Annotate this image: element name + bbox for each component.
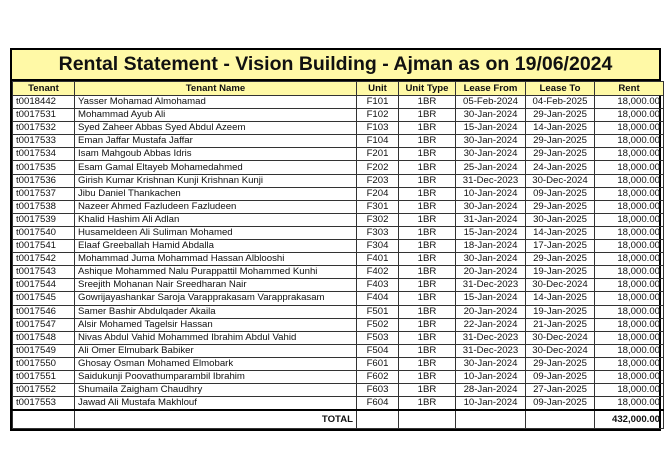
table-row — [13, 331, 664, 344]
tenant-id-cell: t0017543 — [13, 266, 75, 279]
rent-cell: 18,000.00 — [595, 384, 664, 397]
tenant-id-cell: t0017536 — [13, 174, 75, 187]
table-row — [13, 279, 664, 292]
unit-type-cell: 1BR — [399, 148, 456, 161]
total-spacer — [357, 410, 399, 429]
unit-type-cell: 1BR — [399, 357, 456, 370]
unit-cell: F203 — [357, 174, 399, 187]
rent-cell: 18,000.00 — [595, 200, 664, 213]
lease-from-cell: 30-Jan-2024 — [456, 135, 526, 148]
lease-from-cell: 31-Dec-2023 — [456, 331, 526, 344]
tenant-id-cell: t0017532 — [13, 122, 75, 135]
rent-cell: 18,000.00 — [595, 213, 664, 226]
table-row — [13, 318, 664, 331]
table-row — [13, 305, 664, 318]
tenant-name-cell: Ali Omer Elmubark Babiker — [75, 344, 357, 357]
rent-cell: 18,000.00 — [595, 253, 664, 266]
unit-type-cell: 1BR — [399, 305, 456, 318]
tenant-name-cell: Alsir Mohamed Tagelsir Hassan — [75, 318, 357, 331]
tenant-id-cell: t0017550 — [13, 357, 75, 370]
table-row — [13, 240, 664, 253]
lease-to-cell: 29-Jan-2025 — [526, 357, 595, 370]
tenant-name-cell: Ashique Mohammed Nalu Purappattil Mohammed Kunhi — [75, 266, 357, 279]
lease-to-cell: 19-Jan-2025 — [526, 305, 595, 318]
rent-cell: 18,000.00 — [595, 148, 664, 161]
lease-from-cell: 15-Jan-2024 — [456, 292, 526, 305]
rent-cell: 18,000.00 — [595, 266, 664, 279]
rent-cell: 18,000.00 — [595, 344, 664, 357]
table-row — [13, 253, 664, 266]
tenant-id-cell: t0017553 — [13, 397, 75, 411]
total-row — [13, 410, 664, 429]
table-row — [13, 135, 664, 148]
table-row — [13, 344, 664, 357]
unit-cell: F402 — [357, 266, 399, 279]
lease-from-cell: 15-Jan-2024 — [456, 226, 526, 239]
unit-cell: F103 — [357, 122, 399, 135]
tenant-name-cell: Husameldeen Ali Suliman Mohamed — [75, 226, 357, 239]
lease-from-cell: 30-Jan-2024 — [456, 253, 526, 266]
tenant-name-cell: Mohammad Ayub Ali — [75, 109, 357, 122]
table-row — [13, 122, 664, 135]
lease-from-cell: 15-Jan-2024 — [456, 122, 526, 135]
unit-type-cell: 1BR — [399, 397, 456, 411]
tenant-name-cell: Jibu Daniel Thankachen — [75, 187, 357, 200]
lease-from-cell: 30-Jan-2024 — [456, 148, 526, 161]
rent-cell: 18,000.00 — [595, 331, 664, 344]
tenant-id-cell: t0017538 — [13, 200, 75, 213]
lease-to-cell: 09-Jan-2025 — [526, 397, 595, 411]
unit-type-cell: 1BR — [399, 226, 456, 239]
lease-to-cell: 09-Jan-2025 — [526, 187, 595, 200]
rent-cell: 18,000.00 — [595, 370, 664, 383]
tenant-name-cell: Isam Mahgoub Abbas Idris — [75, 148, 357, 161]
lease-from-cell: 31-Dec-2023 — [456, 279, 526, 292]
header-unit-type: Unit Type — [399, 82, 456, 96]
unit-type-cell: 1BR — [399, 174, 456, 187]
lease-to-cell: 29-Jan-2025 — [526, 135, 595, 148]
lease-from-cell: 20-Jan-2024 — [456, 266, 526, 279]
lease-from-cell: 30-Jan-2024 — [456, 109, 526, 122]
unit-cell: F503 — [357, 331, 399, 344]
unit-cell: F604 — [357, 397, 399, 411]
lease-to-cell: 29-Jan-2025 — [526, 148, 595, 161]
table-row — [13, 370, 664, 383]
table-row — [13, 384, 664, 397]
header-rent: Rent — [595, 82, 664, 96]
unit-type-cell: 1BR — [399, 344, 456, 357]
tenant-id-cell: t0017534 — [13, 148, 75, 161]
table-row — [13, 200, 664, 213]
unit-type-cell: 1BR — [399, 109, 456, 122]
lease-from-cell: 31-Jan-2024 — [456, 213, 526, 226]
rent-cell: 18,000.00 — [595, 240, 664, 253]
tenant-name-cell: Ghosay Osman Mohamed Elmobark — [75, 357, 357, 370]
tenant-id-cell: t0017542 — [13, 253, 75, 266]
lease-from-cell: 10-Jan-2024 — [456, 187, 526, 200]
lease-from-cell: 25-Jan-2024 — [456, 161, 526, 174]
tenant-id-cell: t0017544 — [13, 279, 75, 292]
table-row — [13, 109, 664, 122]
tenant-id-cell: t0017548 — [13, 331, 75, 344]
unit-type-cell: 1BR — [399, 122, 456, 135]
table-row — [13, 292, 664, 305]
total-spacer-left — [13, 410, 75, 429]
unit-type-cell: 1BR — [399, 331, 456, 344]
unit-cell: F602 — [357, 370, 399, 383]
lease-from-cell: 30-Jan-2024 — [456, 200, 526, 213]
unit-cell: F403 — [357, 279, 399, 292]
tenant-id-cell: t0017546 — [13, 305, 75, 318]
lease-from-cell: 31-Dec-2023 — [456, 174, 526, 187]
lease-from-cell: 30-Jan-2024 — [456, 357, 526, 370]
header-tenant: Tenant — [13, 82, 75, 96]
tenant-id-cell: t0017537 — [13, 187, 75, 200]
lease-to-cell: 21-Jan-2025 — [526, 318, 595, 331]
rent-cell: 18,000.00 — [595, 174, 664, 187]
unit-type-cell: 1BR — [399, 292, 456, 305]
tenant-name-cell: Mohammad Juma Mohammad Hassan Alblooshi — [75, 253, 357, 266]
lease-to-cell: 30-Dec-2024 — [526, 174, 595, 187]
unit-cell: F201 — [357, 148, 399, 161]
rental-statement-sheet — [10, 48, 661, 431]
unit-type-cell: 1BR — [399, 240, 456, 253]
lease-to-cell: 29-Jan-2025 — [526, 253, 595, 266]
rent-cell: 18,000.00 — [595, 135, 664, 148]
lease-to-cell: 04-Feb-2025 — [526, 96, 595, 109]
header-lease-from: Lease From — [456, 82, 526, 96]
rent-cell: 18,000.00 — [595, 357, 664, 370]
lease-to-cell: 17-Jan-2025 — [526, 240, 595, 253]
lease-to-cell: 29-Jan-2025 — [526, 109, 595, 122]
total-spacer — [399, 410, 456, 429]
lease-from-cell: 20-Jan-2024 — [456, 305, 526, 318]
lease-to-cell: 29-Jan-2025 — [526, 200, 595, 213]
unit-cell: F401 — [357, 253, 399, 266]
lease-to-cell: 14-Jan-2025 — [526, 226, 595, 239]
tenant-name-cell: Elaaf Greeballah Hamid Abdalla — [75, 240, 357, 253]
tenant-id-cell: t0017539 — [13, 213, 75, 226]
lease-from-cell: 05-Feb-2024 — [456, 96, 526, 109]
lease-from-cell: 10-Jan-2024 — [456, 370, 526, 383]
rent-cell: 18,000.00 — [595, 305, 664, 318]
rent-cell: 18,000.00 — [595, 187, 664, 200]
lease-from-cell: 18-Jan-2024 — [456, 240, 526, 253]
unit-type-cell: 1BR — [399, 187, 456, 200]
unit-cell: F102 — [357, 109, 399, 122]
tenant-name-cell: Girish Kumar Krishnan Kunji Krishnan Kunji — [75, 174, 357, 187]
unit-cell: F202 — [357, 161, 399, 174]
unit-cell: F104 — [357, 135, 399, 148]
tenant-id-cell: t0017551 — [13, 370, 75, 383]
tenant-name-cell: Yasser Mohamad Almohamad — [75, 96, 357, 109]
total-label: TOTAL — [75, 410, 357, 429]
tenant-name-cell: Shumaila Zaigham Chaudhry — [75, 384, 357, 397]
lease-to-cell: 14-Jan-2025 — [526, 292, 595, 305]
lease-to-cell: 30-Dec-2024 — [526, 279, 595, 292]
rent-cell: 18,000.00 — [595, 226, 664, 239]
unit-type-cell: 1BR — [399, 200, 456, 213]
unit-type-cell: 1BR — [399, 253, 456, 266]
table-row — [13, 266, 664, 279]
rent-cell: 18,000.00 — [595, 279, 664, 292]
table-row — [13, 357, 664, 370]
total-spacer — [456, 410, 526, 429]
tenant-id-cell: t0017540 — [13, 226, 75, 239]
tenant-name-cell: Nazeer Ahmed Fazludeen Fazludeen — [75, 200, 357, 213]
tenant-id-cell: t0017547 — [13, 318, 75, 331]
total-spacer — [526, 410, 595, 429]
unit-type-cell: 1BR — [399, 279, 456, 292]
tenant-id-cell: t0017533 — [13, 135, 75, 148]
tenant-name-cell: Khalid Hashim Ali Adlan — [75, 213, 357, 226]
tenant-name-cell: Gowrijayashankar Saroja Varapprakasam Varapprakasam — [75, 292, 357, 305]
unit-cell: F404 — [357, 292, 399, 305]
unit-type-cell: 1BR — [399, 370, 456, 383]
lease-to-cell: 14-Jan-2025 — [526, 122, 595, 135]
rent-cell: 18,000.00 — [595, 161, 664, 174]
unit-cell: F302 — [357, 213, 399, 226]
header-unit: Unit — [357, 82, 399, 96]
tenant-id-cell: t0017541 — [13, 240, 75, 253]
tenant-id-cell: t0018442 — [13, 96, 75, 109]
lease-from-cell: 31-Dec-2023 — [456, 344, 526, 357]
tenant-id-cell: t0017545 — [13, 292, 75, 305]
unit-type-cell: 1BR — [399, 161, 456, 174]
tenant-name-cell: Sreejith Mohanan Nair Sreedharan Nair — [75, 279, 357, 292]
tenant-name-cell: Esam Gamal Eltayeb Mohamedahmed — [75, 161, 357, 174]
unit-type-cell: 1BR — [399, 266, 456, 279]
tenant-id-cell: t0017552 — [13, 384, 75, 397]
lease-to-cell: 27-Jan-2025 — [526, 384, 595, 397]
total-amount: 432,000.00 — [595, 410, 664, 429]
unit-cell: F303 — [357, 226, 399, 239]
table-row — [13, 96, 664, 109]
table-row — [13, 148, 664, 161]
header-lease-to: Lease To — [526, 82, 595, 96]
tenant-name-cell: Syed Zaheer Abbas Syed Abdul Azeem — [75, 122, 357, 135]
tenant-name-cell: Saidukunji Poovathumparambil Ibrahim — [75, 370, 357, 383]
lease-to-cell: 30-Jan-2025 — [526, 213, 595, 226]
rent-cell: 18,000.00 — [595, 96, 664, 109]
statement-title: Rental Statement - Vision Building - Ajman as on 19/06/2024 — [12, 50, 659, 81]
header-row — [13, 82, 664, 96]
table-row — [13, 397, 664, 411]
unit-cell: F204 — [357, 187, 399, 200]
unit-cell: F502 — [357, 318, 399, 331]
lease-to-cell: 09-Jan-2025 — [526, 370, 595, 383]
unit-cell: F304 — [357, 240, 399, 253]
header-tenant-name: Tenant Name — [75, 82, 357, 96]
unit-cell: F601 — [357, 357, 399, 370]
unit-type-cell: 1BR — [399, 384, 456, 397]
unit-type-cell: 1BR — [399, 96, 456, 109]
tenant-name-cell: Jawad Ali Mustafa Makhlouf — [75, 397, 357, 411]
tenant-id-cell: t0017531 — [13, 109, 75, 122]
lease-to-cell: 19-Jan-2025 — [526, 266, 595, 279]
rent-cell: 18,000.00 — [595, 109, 664, 122]
unit-type-cell: 1BR — [399, 318, 456, 331]
unit-cell: F603 — [357, 384, 399, 397]
unit-type-cell: 1BR — [399, 213, 456, 226]
lease-from-cell: 10-Jan-2024 — [456, 397, 526, 411]
table-row — [13, 187, 664, 200]
unit-type-cell: 1BR — [399, 135, 456, 148]
rent-cell: 18,000.00 — [595, 397, 664, 411]
rental-table — [12, 81, 664, 429]
unit-cell: F301 — [357, 200, 399, 213]
rent-cell: 18,000.00 — [595, 122, 664, 135]
tenant-name-cell: Eman Jaffar Mustafa Jaffar — [75, 135, 357, 148]
table-row — [13, 174, 664, 187]
unit-cell: F504 — [357, 344, 399, 357]
unit-cell: F101 — [357, 96, 399, 109]
lease-from-cell: 22-Jan-2024 — [456, 318, 526, 331]
unit-cell: F501 — [357, 305, 399, 318]
table-row — [13, 213, 664, 226]
tenant-id-cell: t0017535 — [13, 161, 75, 174]
tenant-name-cell: Nivas Abdul Vahid Mohammed Ibrahim Abdul Vahid — [75, 331, 357, 344]
rent-cell: 18,000.00 — [595, 318, 664, 331]
rent-cell: 18,000.00 — [595, 292, 664, 305]
table-row — [13, 226, 664, 239]
lease-to-cell: 30-Dec-2024 — [526, 331, 595, 344]
table-row — [13, 161, 664, 174]
lease-to-cell: 30-Dec-2024 — [526, 344, 595, 357]
lease-to-cell: 24-Jan-2025 — [526, 161, 595, 174]
tenant-name-cell: Samer Bashir Abdulqader Akaila — [75, 305, 357, 318]
tenant-id-cell: t0017549 — [13, 344, 75, 357]
lease-from-cell: 28-Jan-2024 — [456, 384, 526, 397]
